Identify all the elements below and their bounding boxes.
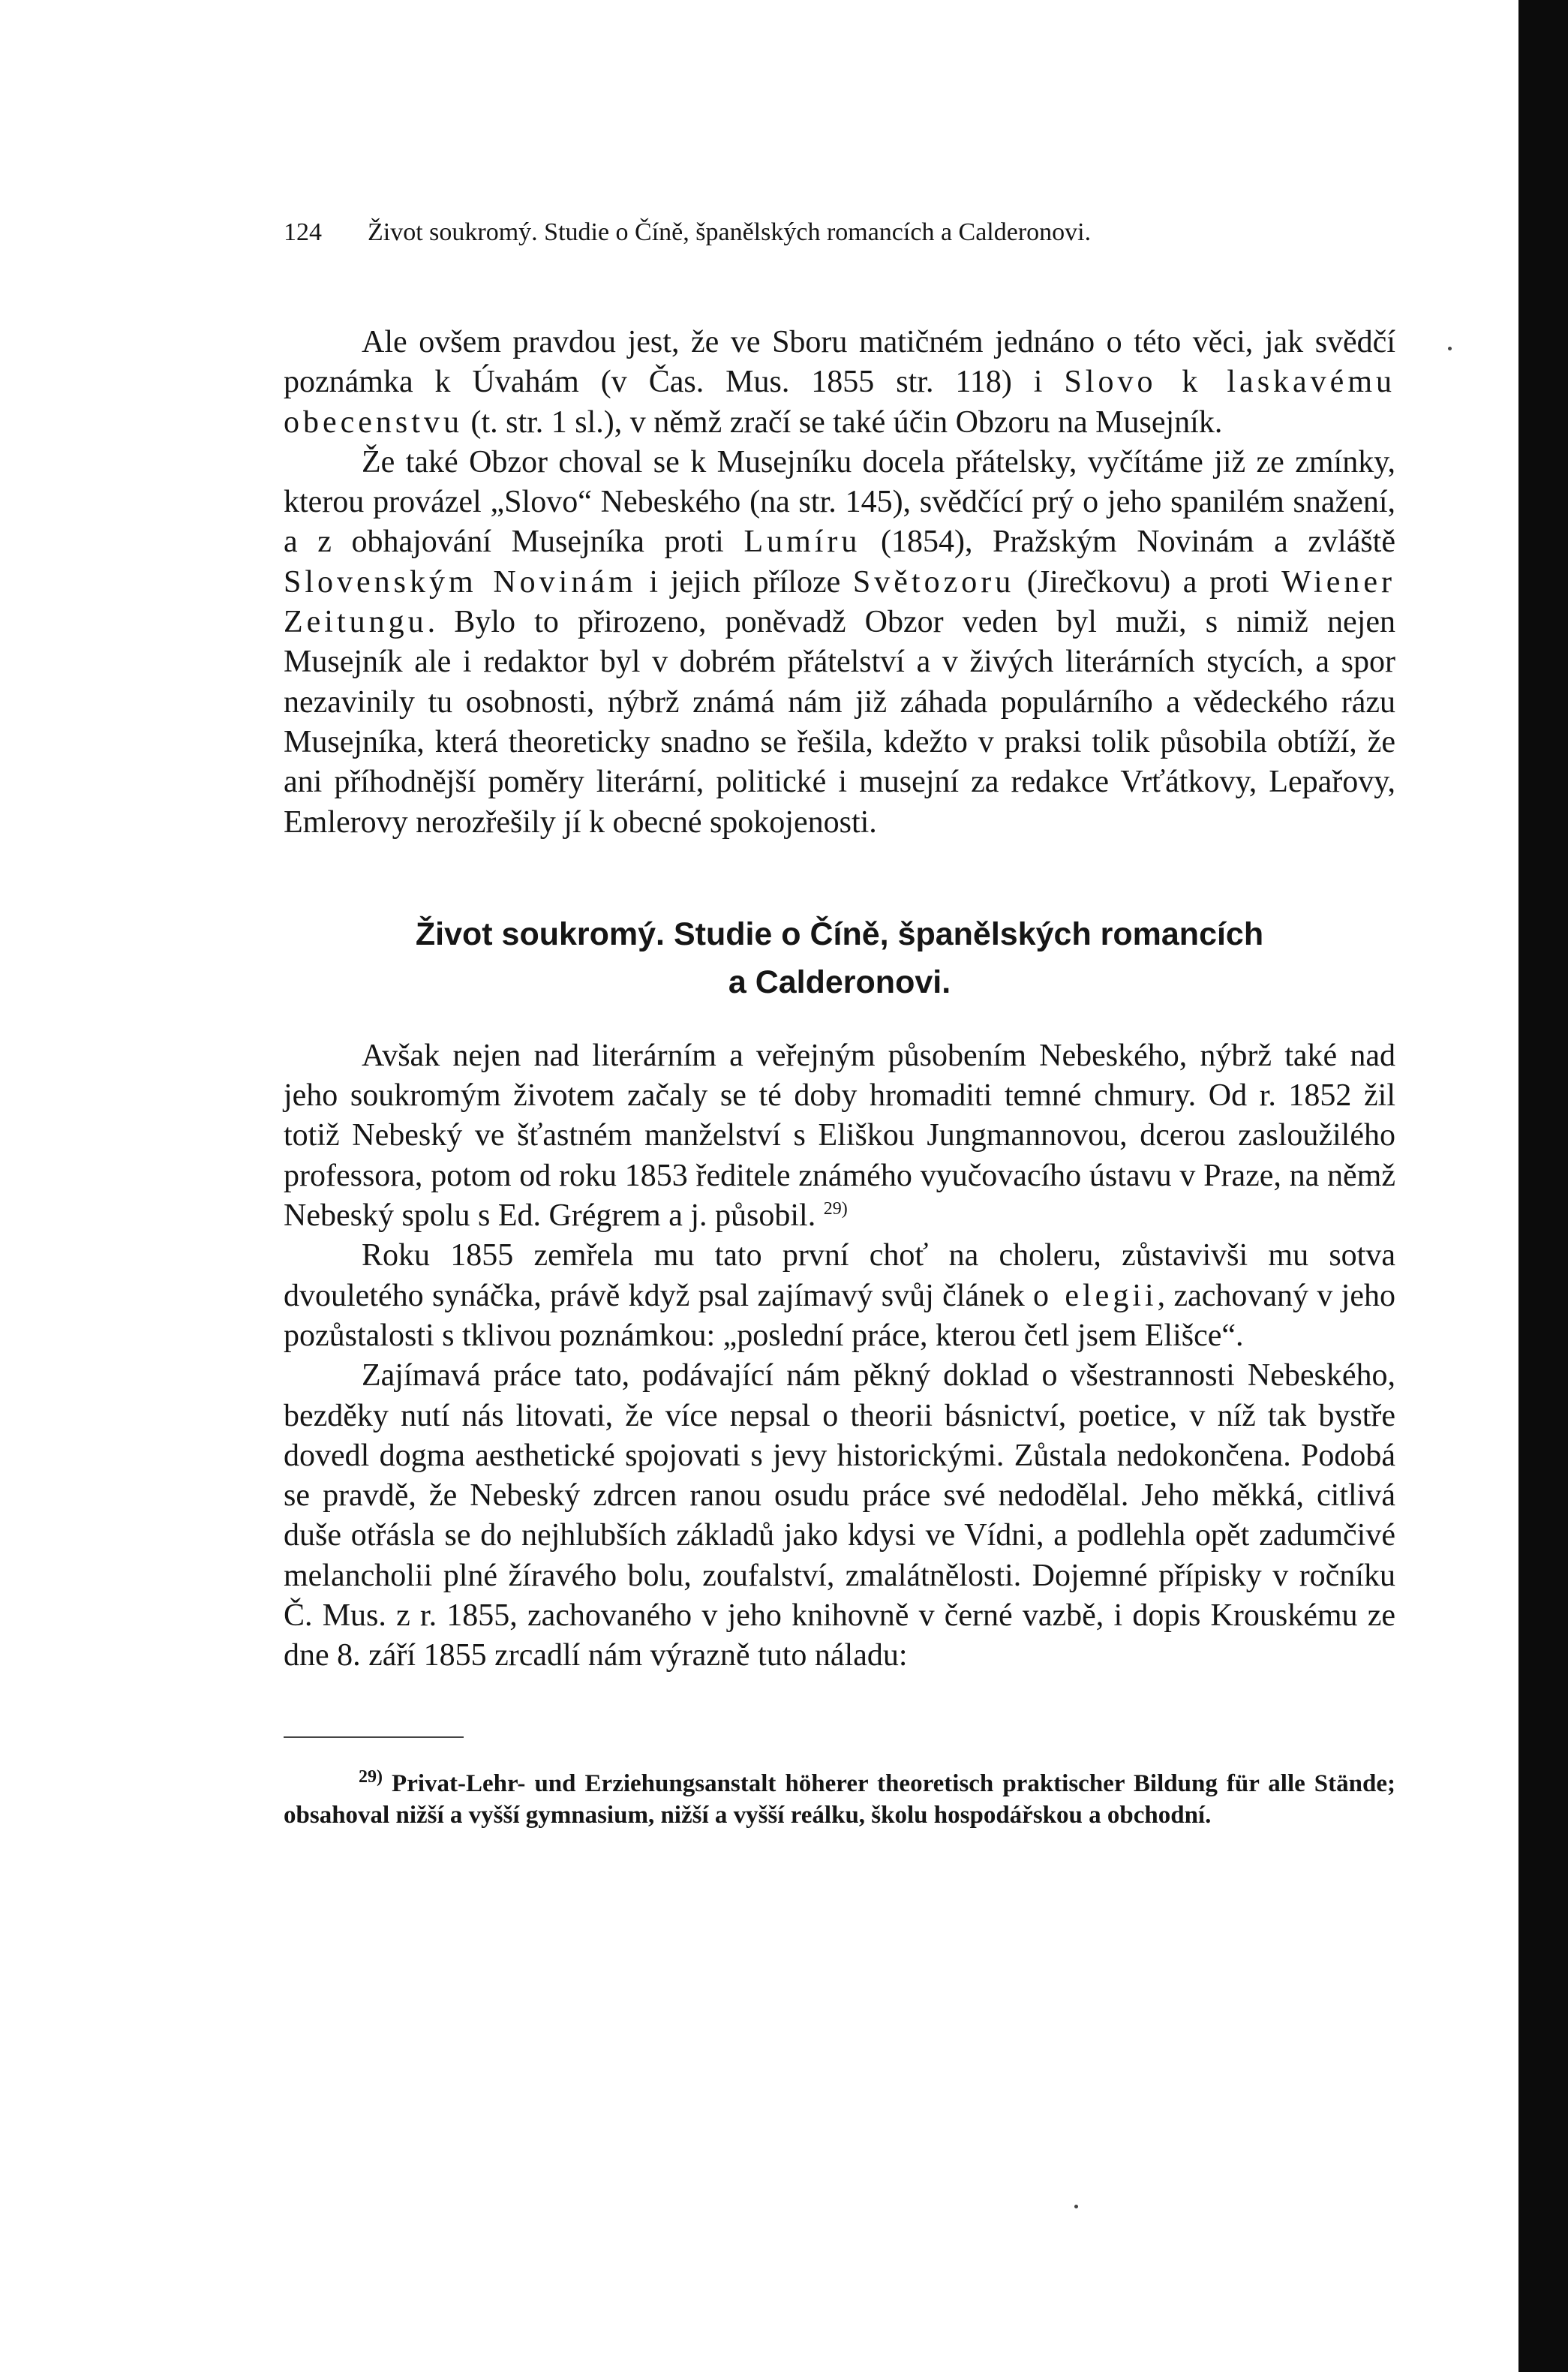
p3-text: Avšak nejen nad literárním a veřejným působením Nebeského, nýbrž také nad jeho soukromým životem začaly se té doby hromaditi temné chmury. Od r. 1852 žil totiž Nebeský ve šťastném manželství s Eliškou Jungmannovou, dcerou zasloužilého professora, potom od roku 1853 ředitele známého vyučovacího ústavu v Praze, na němž Nebeský spolu s Ed. Grégrem a j. působil. [284,1038,1395,1234]
footnote-mark: 29) [359,1766,383,1787]
p2-text-c: i jejich příloze [636,564,853,600]
section-heading [284,910,1395,1006]
scan-edge-bar [1518,0,1568,2372]
p4-text-a: Roku 1855 zemřela mu tato první choť na choleru, zůstavivši mu sotva dvouletého synáčka, právě když psal zajímavý svůj článek [284,1238,1395,1313]
scan-speck [1074,2205,1078,2208]
p1-text-b: (t. str. 1 sl.), v němž zračí se také účin Obzoru na Musejník. [462,404,1223,440]
p2-spaced-lumir: Lumíru [743,525,861,560]
paragraph-5 [284,1356,1395,1676]
page-number: 124 [284,218,322,246]
running-head-title: Život soukromý. Studie o Číně, španělských romancích a Calderonovi. [368,218,1092,246]
p2-text-a: Že také Obzor choval se k Musejníku docela přátelsky, vyčítáme již ze zmínky, kterou provázel „Slovo“ Nebeského (na str. 145), svědčící prý o jeho spanilém snažení, a z obhajování Musejníka proti [284,444,1395,560]
footnote-divider [284,1736,464,1738]
p1-text-a: Ale ovšem pravdou jest, že ve Sboru matičném jednáno o této věci, jak svědčí poznámka k Úvahám (v Čas. Mus. 1855 str. 118) i [284,325,1395,400]
running-head [284,216,1395,249]
paragraph-4 [284,1236,1395,1356]
body-text-top [284,323,1395,843]
p5-text: Zajímavá práce tato, podávající nám pěkný doklad o všestrannosti Nebeského, bezděky nutí nás litovati, že více nepsal o theorii básnictví, poetice, v níž tak bystře dovedl dogma aesthetické spojovati s jevy historickými. Zůstala nedokončena. Podobá se pravdě, že Nebeský zdrcen ranou osudu práce své nedodělal. Jeho měkká, citlivá duše otřásla se do nejhlubších základů jako kdysi ve Vídni, a podlehla opět zadumčivé melancholii plné žíravého bolu, zoufalství, zmalátnělosti. Dojemné přípisky v ročníku Č. Mus. z r. 1855, zachovaného v jeho knihovně v černé vazbě, i dopis Krouskému ze dne 8. září 1855 zrcadlí nám výrazně tuto náladu: [284,1358,1395,1673]
paragraph-3 [284,1036,1395,1236]
p2-spaced-slovenske-noviny: Slovenským Novinám [284,564,637,600]
paragraph-1 [284,323,1395,443]
footnote-reference: 29) [823,1199,848,1219]
footnote-29 [284,1768,1395,1831]
scan-speck [1448,347,1452,350]
book-page [284,216,1395,1831]
p1-spaced-slovo: Slovo k laskavému obecenstvu [284,365,1395,440]
section-heading-line-2: a Calderonovi. [728,964,951,1000]
footnote-text: Privat-Lehr- und Erziehungsanstalt höherer theoretisch praktischer Bildung für alle Stände; obsahoval nižší a vyšší gymnasium, nižší a vyšší reálku, školu hospodářskou a obchodní. [284,1769,1395,1829]
section-heading-line-1: Život soukromý. Studie o Číně, španělských romancích [415,915,1264,952]
p2-spaced-svetozor: Světozoru [852,564,1015,600]
p2-spaced-wiener: Wiener Zeitungu [284,564,1395,640]
p2-text-e: . Bylo to přirozeno, poněvadž Obzor veden byl muži, s nimiž nejen Musejník ale i redaktor byl v dobrém přátelství a v živých literárních stycích, a spor nezavinily tu osobnosti, nýbrž známá nám již záhada populárního a vědeckého rázu Musejníka, která theoreticky snadno se řešila, kdežto v praksi tolik působila obtíží, že ani příhodnější poměry literární, politické i musejní za redakce Vrťátkovy, Lepařovy, Emlerovy nerozřešily jí k obecné spokojenosti. [284,605,1395,840]
body-text-section [284,1036,1395,1676]
p4-spaced-elegii: o elegii [1033,1278,1158,1313]
p2-text-d: (Jirečkovu) a proti [1014,564,1282,600]
p4-text-b: , zachovaný v jeho pozůstalosti s tklivou poznámkou: „poslední práce, kterou četl jsem Elišce“. [284,1278,1395,1353]
p2-text-b: (1854), Pražským Novinám a zvláště [861,525,1395,560]
paragraph-2 [284,443,1395,843]
